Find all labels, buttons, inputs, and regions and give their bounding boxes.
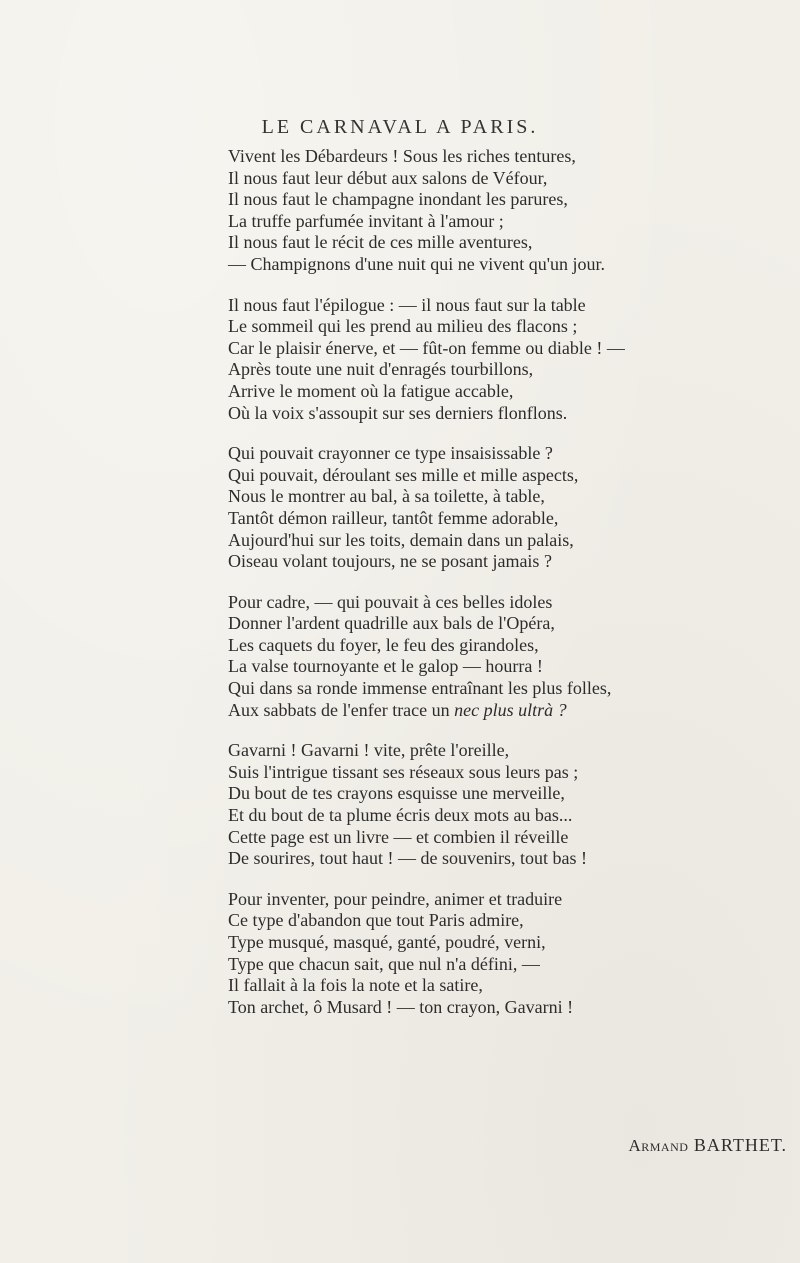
poem-line: Type que chacun sait, que nul n'a défini, —	[228, 953, 540, 974]
poem-line: Donner l'ardent quadrille aux bals de l'Opéra,	[228, 613, 555, 634]
poem-line: Oiseau volant toujours, ne se posant jamais ?	[228, 551, 552, 572]
poem-line: Les caquets du foyer, le feu des girandoles,	[228, 634, 539, 655]
poem-line-latin	[228, 700, 788, 722]
poem-line: Après toute une nuit d'enragés tourbillons,	[228, 359, 534, 380]
poem-line: Où la voix s'assoupit sur ses derniers flonflons.	[228, 402, 568, 423]
poem-line: Cette page est un livre — et combien il réveille	[228, 826, 569, 847]
poem-line: Il nous faut leur début aux salons de Véfour,	[228, 167, 548, 188]
author-signature	[0, 1135, 787, 1156]
poem-line: Suis l'intrigue tissant ses réseaux sous leurs pas ;	[228, 761, 579, 782]
poem-line: La truffe parfumée invitant à l'amour ;	[228, 210, 504, 231]
stanza-2	[228, 295, 788, 425]
poem-line: Vivent les Débardeurs ! Sous les riches tentures,	[228, 146, 576, 166]
poem	[228, 146, 788, 1037]
stanza-3	[228, 443, 788, 573]
poem-line: Qui dans sa ronde immense entraînant les plus folles,	[228, 678, 612, 699]
stanza-6	[228, 889, 788, 1019]
poem-line: Tantôt démon railleur, tantôt femme adorable,	[228, 507, 559, 528]
poem-line: Gavarni ! Gavarni ! vite, prête l'oreille,	[228, 740, 510, 761]
poem-line: Car le plaisir énerve, et — fût-on femme ou diable ! —	[228, 337, 625, 358]
poem-line: Ton archet, ô Musard ! — ton crayon, Gavarni !	[228, 996, 574, 1017]
poem-line: Et du bout de ta plume écris deux mots au bas...	[228, 805, 573, 826]
poem-line: Il fallait à la fois la note et la satire,	[228, 975, 483, 996]
poem-line: De sourires, tout haut ! — de souvenirs, tout bas !	[228, 848, 587, 869]
page-header	[0, 116, 800, 139]
poem-line: Nous le montrer au bal, à sa toilette, à table,	[228, 486, 545, 507]
author-first-name: Armand	[628, 1136, 689, 1155]
poem-line: Arrive le moment où la fatigue accable,	[228, 380, 514, 401]
latin-line-prefix: Aux sabbats de l'enfer trace un	[228, 699, 455, 720]
stanza-1	[228, 146, 788, 276]
poem-line: Il nous faut le champagne inondant les parures,	[228, 189, 568, 210]
author-last-name: BARTHET.	[693, 1135, 787, 1155]
stanza-4	[228, 592, 788, 722]
poem-line: Qui pouvait, déroulant ses mille et mille aspects,	[228, 464, 579, 485]
latin-phrase: nec plus ultrà ?	[454, 699, 567, 720]
poem-line: La valse tournoyante et le galop — hourra !	[228, 656, 543, 677]
poem-line: Le sommeil qui les prend au milieu des flacons ;	[228, 316, 578, 337]
poem-line: Du bout de tes crayons esquisse une merveille,	[228, 783, 565, 804]
poem-line: — Champignons d'une nuit qui ne vivent qu'un jour.	[228, 253, 605, 274]
poem-line: Il nous faut le récit de ces mille aventures,	[228, 232, 533, 253]
poem-line: Il nous faut l'épilogue : — il nous faut sur la table	[228, 294, 586, 315]
stanza-5	[228, 740, 788, 870]
poem-line: Pour inventer, pour peindre, animer et traduire	[228, 888, 563, 909]
poem-line: Ce type d'abandon que tout Paris admire,	[228, 910, 524, 931]
poem-line: Type musqué, masqué, ganté, poudré, verni,	[228, 932, 546, 952]
poem-line: Aujourd'hui sur les toits, demain dans un palais,	[228, 529, 574, 550]
poem-line: Qui pouvait crayonner ce type insaisissable ?	[228, 443, 553, 464]
poem-line: Pour cadre, — qui pouvait à ces belles idoles	[228, 591, 553, 612]
running-title: LE CARNAVAL A PARIS.	[261, 116, 539, 138]
